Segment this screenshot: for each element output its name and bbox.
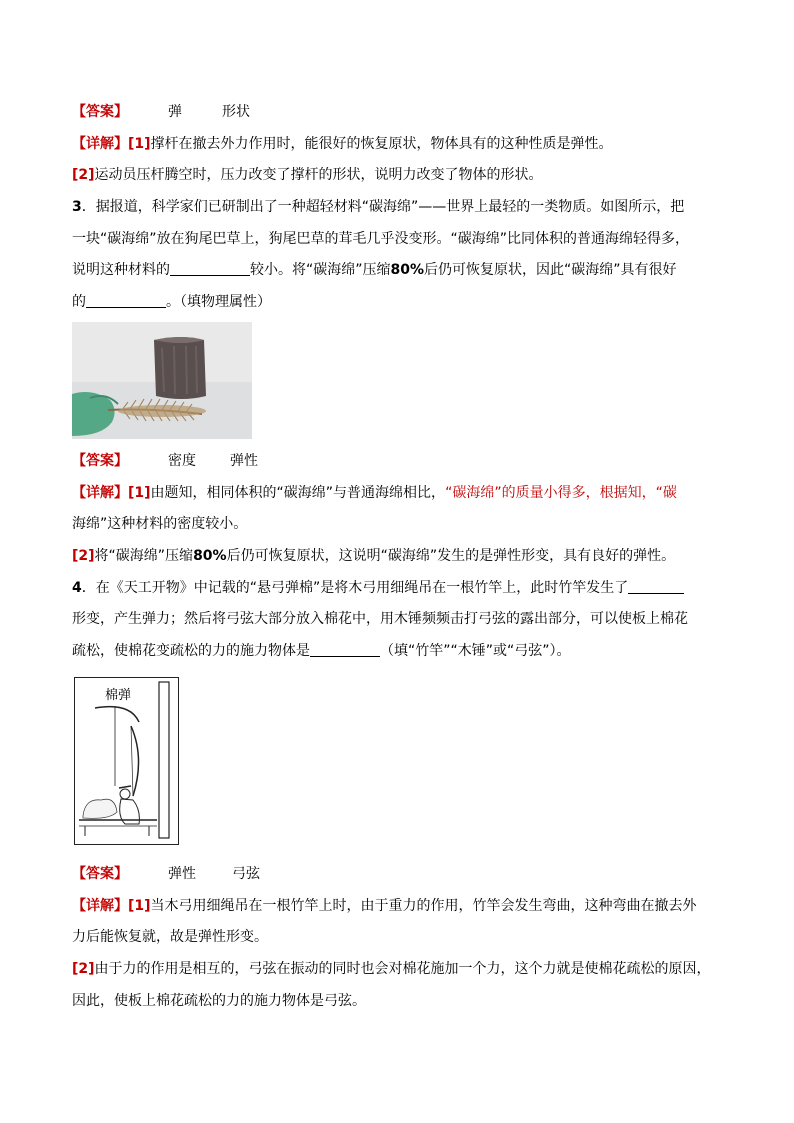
detail-index: [1] — [128, 136, 151, 152]
detail-label: 【详解】 — [72, 136, 128, 152]
woodcut-drawing — [75, 678, 177, 843]
carbon-sponge-illustration — [72, 322, 252, 439]
question-number: 3 — [72, 199, 82, 215]
detail-index: [2] — [72, 167, 95, 183]
detail-label: 【详解】 — [72, 898, 128, 914]
q4-detail-1-cont — [72, 927, 268, 947]
detail-text: 海绵”这种材料的密度较小。 — [72, 516, 248, 532]
stem-text: ．据报道，科学家们已研制出了一种超轻材料“碳海绵”——世界上最轻的一类物质。如图所示，把 — [81, 199, 685, 215]
detail-text: 撑杆在撤去外力作用时，能很好的恢复原状，物体具有的这种性质是弹性。 — [150, 136, 613, 152]
percent: 80% — [193, 548, 227, 564]
answer-2: 形状 — [222, 104, 250, 120]
detail-index: [2] — [72, 961, 95, 977]
detail-text: 后仍可恢复原状，这说明“碳海绵”发生的是弹性形变，具有良好的弹性。 — [226, 548, 676, 564]
answer-label: 【答案】 — [72, 104, 128, 120]
stem-text: 后仍可恢复原状，因此“碳海绵”具有很好 — [424, 262, 677, 278]
stem-text: 的 — [72, 294, 86, 310]
q2-answer-line — [72, 102, 250, 122]
q3-answer-line — [72, 451, 258, 471]
stem-text: 形变，产生弹力；然后将弓弦大部分放入棉花中，用木锤频频击打弓弦的露出部分，可以使板上棉花 — [72, 611, 688, 627]
q3-stem-line-2 — [72, 229, 689, 249]
stem-text: 较小。将“碳海绵”压缩 — [250, 262, 391, 278]
stem-text: 说明这种材料的 — [72, 262, 170, 278]
answer-label: 【答案】 — [72, 453, 128, 469]
detail-text: 因此，使板上棉花疏松的力的施力物体是弓弦。 — [72, 993, 366, 1009]
detail-text: 力后能恢复就，故是弹性形变。 — [72, 929, 268, 945]
q3-detail-1 — [72, 483, 677, 503]
q4-answer-line — [72, 864, 260, 884]
q4-stem-line-2 — [72, 609, 688, 629]
figure-caption: 棉弹 — [105, 688, 132, 703]
detail-index: [1] — [128, 485, 151, 501]
q4-stem-line-1 — [72, 578, 684, 598]
answer-blank[interactable] — [170, 261, 250, 276]
detail-text: 运动员压杆腾空时，压力改变了撑杆的形状，说明力改变了物体的形状。 — [94, 167, 543, 183]
answer-1: 密度 — [168, 453, 196, 469]
q4-stem-line-3 — [72, 641, 571, 661]
q3-detail-2 — [72, 546, 675, 566]
q3-stem-line-1 — [72, 197, 684, 217]
q4-detail-1 — [72, 896, 697, 916]
answer-blank[interactable] — [628, 579, 684, 594]
stem-text: （填“竹竿”“木锤”或“弓弦”）。 — [380, 643, 571, 659]
detail-text: 由题知，相同体积的“碳海绵”与普通海绵相比， — [150, 485, 446, 501]
q3-stem-line-3 — [72, 260, 677, 280]
cotton-bow-woodcut — [74, 677, 179, 845]
answer-2: 弹性 — [230, 453, 258, 469]
q4-detail-2 — [72, 959, 711, 979]
percent: 80% — [390, 262, 425, 278]
answer-label: 【答案】 — [72, 866, 128, 882]
stem-text: 一块“碳海绵”放在狗尾巴草上，狗尾巴草的茸毛几乎没变形。“碳海绵”比同体积的普通海绵轻得多， — [72, 231, 690, 247]
q4-detail-2-cont — [72, 991, 366, 1011]
q2-detail-2 — [72, 165, 543, 185]
detail-text-highlight: “碳海绵”的质量小得多，根据知，“碳 — [445, 485, 677, 501]
answer-blank[interactable] — [310, 642, 380, 657]
detail-label: 【详解】 — [72, 485, 128, 501]
q2-detail-1 — [72, 134, 613, 154]
answer-1: 弹性 — [168, 866, 196, 882]
detail-index: [2] — [72, 548, 95, 564]
answer-blank[interactable] — [86, 293, 166, 308]
detail-text: 由于力的作用是相互的，弓弦在振动的同时也会对棉花施加一个力，这个力就是使棉花疏松的原因， — [94, 961, 711, 977]
carbon-sponge-photo — [72, 322, 252, 439]
detail-index: [1] — [128, 898, 151, 914]
stem-text: 。（填物理属性） — [166, 294, 271, 310]
stem-text: ．在《天工开物》中记载的“悬弓弹棉”是将木弓用细绳吊在一根竹竿上，此时竹竿发生了 — [81, 580, 629, 596]
detail-text: 当木弓用细绳吊在一根竹竿上时，由于重力的作用，竹竿会发生弯曲，这种弯曲在撤去外 — [150, 898, 697, 914]
detail-text: 将“碳海绵”压缩 — [94, 548, 194, 564]
q3-detail-1-cont — [72, 514, 247, 534]
q3-stem-line-4 — [72, 292, 271, 312]
answer-1: 弹 — [168, 104, 182, 120]
answer-2: 弓弦 — [232, 866, 260, 882]
question-number: 4 — [72, 580, 82, 596]
stem-text: 疏松，使棉花变疏松的力的施力物体是 — [72, 643, 310, 659]
